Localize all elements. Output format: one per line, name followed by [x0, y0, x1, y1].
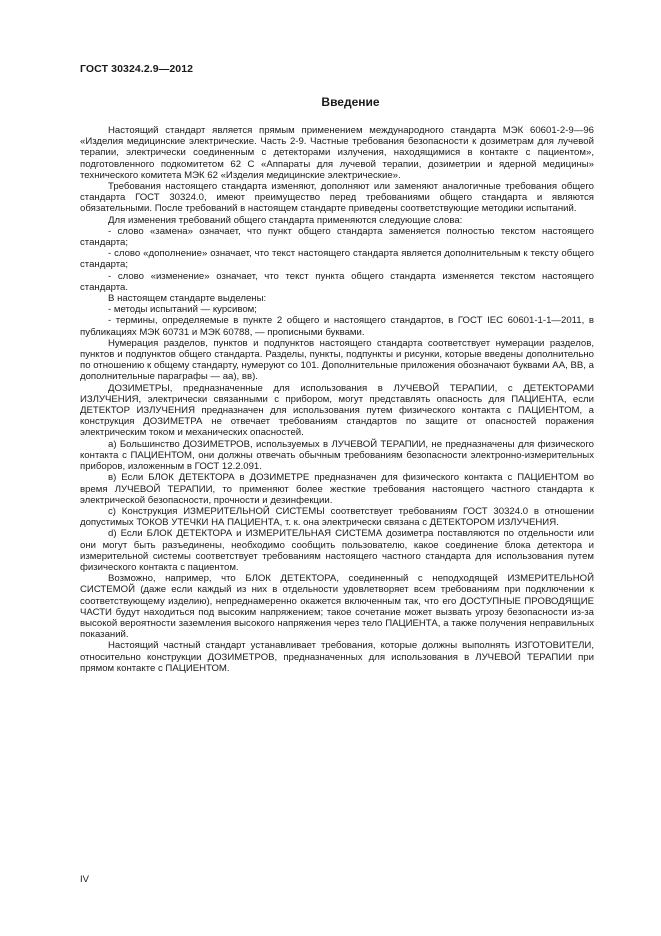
list-item: а) Большинство ДОЗИМЕТРОВ, используемых в ЛУЧЕВОЙ ТЕРАПИИ, не предназначены для физического контакта с ПАЦИЕНТОМ, они должны отвечать обычным требованиям безопасности электронно-измерительных приборов, изложенным в ГОСТ 12.2.091. — [80, 438, 594, 473]
list-item: - термины, определяемые в пункте 2 общего и настоящего стандартов, в ГОСТ IEC 60601-1-1—2011, в публикациях МЭК 60731 и МЭК 60788, — прописными буквами. — [80, 315, 594, 338]
list-item: - слово «дополнение» означает, что текст настоящего стандарта является дополнительным к тексту общего стандарта; — [80, 248, 594, 271]
paragraph: Настоящий стандарт является прямым применением международного стандарта МЭК 60601-2-9—96 «Изделия медицинские электрические. Часть 2-9. Частные требования безопасности к дозиметрам для лучевой терапии, электрически соединенным с детекторами излучения, находящимися в контакте с пациентом», подготовленного подкомитетом 62 С «Аппараты для лучевой терапии, дозиметрии и ядерной медицины» технического комитета МЭК 62 «Изделия медицинские электрические». — [80, 125, 594, 181]
paragraph: Возможно, например, что БЛОК ДЕТЕКТОРА, соединенный с неподходящей ИЗМЕРИТЕЛЬНОЙ СИСТЕМОЙ (даже если каждый из них в отдельности удовлетворяет всем требованиям при подключении к соответствующему изделию), непреднамеренно окажется включенным так, что его ДОСТУПНЫЕ ПРОВОДЯЩИЕ ЧАСТИ будут находиться под высоким напряжением; такое сочетание может вызвать угрозу безопасности из-за высокой вероятности заземления высокого напряжения через тело ПАЦИЕНТА, а также получения неправильных показаний. — [80, 573, 594, 641]
list-item: - слово «замена» означает, что пункт общего стандарта заменяется полностью текстом настоящего стандарта; — [80, 225, 594, 249]
list-item: - методы испытаний — курсивом; — [108, 304, 257, 316]
page-number: IV — [80, 874, 89, 885]
list-item: в) Если БЛОК ДЕТЕКТОРА в ДОЗИМЕТРЕ предназначен для физического контакта с ПАЦИЕНТОМ во время ЛУЧЕВОЙ ТЕРАПИИ, то применяют более жесткие требования настоящего частного стандарта к электрической безопасности, прочности и дезинфекции. — [80, 472, 594, 506]
paragraph: Требования настоящего стандарта изменяют, дополняют или заменяют аналогичные требования общего стандарта ГОСТ 30324.0, имеют преимущество перед требованиями общего стандарта и являются обязательными. После требований в настоящем стандарте приведены соответствующие методики испытаний. — [80, 181, 594, 215]
paragraph: В настоящем стандарте выделены: — [108, 293, 267, 305]
paragraph: Настоящий частный стандарт устанавливает требования, которые должны выполнять ИЗГОТОВИТЕЛИ, относительно конструкции ДОЗИМЕТРОВ, предназначенных для использования в ЛУЧЕВОЙ ТЕРАПИИ при прямом контакте с ПАЦИЕНТОМ. — [80, 640, 594, 674]
paragraph: ДОЗИМЕТРЫ, предназначенные для использования в ЛУЧЕВОЙ ТЕРАПИИ, с ДЕТЕКТОРАМИ ИЗЛУЧЕНИЯ, электрически связанными с прибором, могут представлять опасность для ПАЦИЕНТА, если ДЕТЕКТОР ИЗЛУЧЕНИЯ предназначен для использования путем физического контакта с ПАЦИЕНТОМ, а конструкция ДОЗИМЕТРА не отвечает требованиям стандартов по защите от опасностей поражения электрическим током и механических опасностей. — [80, 382, 594, 439]
section-title: Введение — [321, 95, 380, 109]
paragraph: Для изменения требований общего стандарта применяются следующие слова: — [108, 214, 463, 226]
document-header: ГОСТ 30324.2.9—2012 — [80, 63, 194, 75]
list-item: d) Если БЛОК ДЕТЕКТОРА и ИЗМЕРИТЕЛЬНАЯ СИСТЕМА дозиметра поставляются по отдельности или они могут быть разъединены, необходимо сообщить пользователю, какое соединение блока детектора и измерительной системы соответствует требованиям настоящего частного стандарта для использования путем физического контакта с пациентом. — [80, 528, 594, 573]
paragraph: Нумерация разделов, пунктов и подпунктов настоящего стандарта соответствует нумерации разделов, пунктов и подпунктов общего стандарта. Разделы, пункты, подпункты и рисунки, которые введены дополнительно по отношению к общему стандарту, нумеруют со 101. Дополнительные приложения обозначают буквами АА, ВВ, а дополнительные параграфы — аа), вв). — [80, 337, 594, 383]
list-item: с) Конструкция ИЗМЕРИТЕЛЬНОЙ СИСТЕМЫ соответствует требованиям ГОСТ 30324.0 в отношении допустимых ТОКОВ УТЕЧКИ НА ПАЦИЕНТА, т. к. она электрически связана с ДЕТЕКТОРОМ ИЗЛУЧЕНИЯ. — [80, 505, 594, 529]
body-text — [80, 125, 594, 674]
list-item: - слово «изменение» означает, что текст пункта общего стандарта изменяется текстом настоящего стандарта. — [80, 270, 594, 293]
